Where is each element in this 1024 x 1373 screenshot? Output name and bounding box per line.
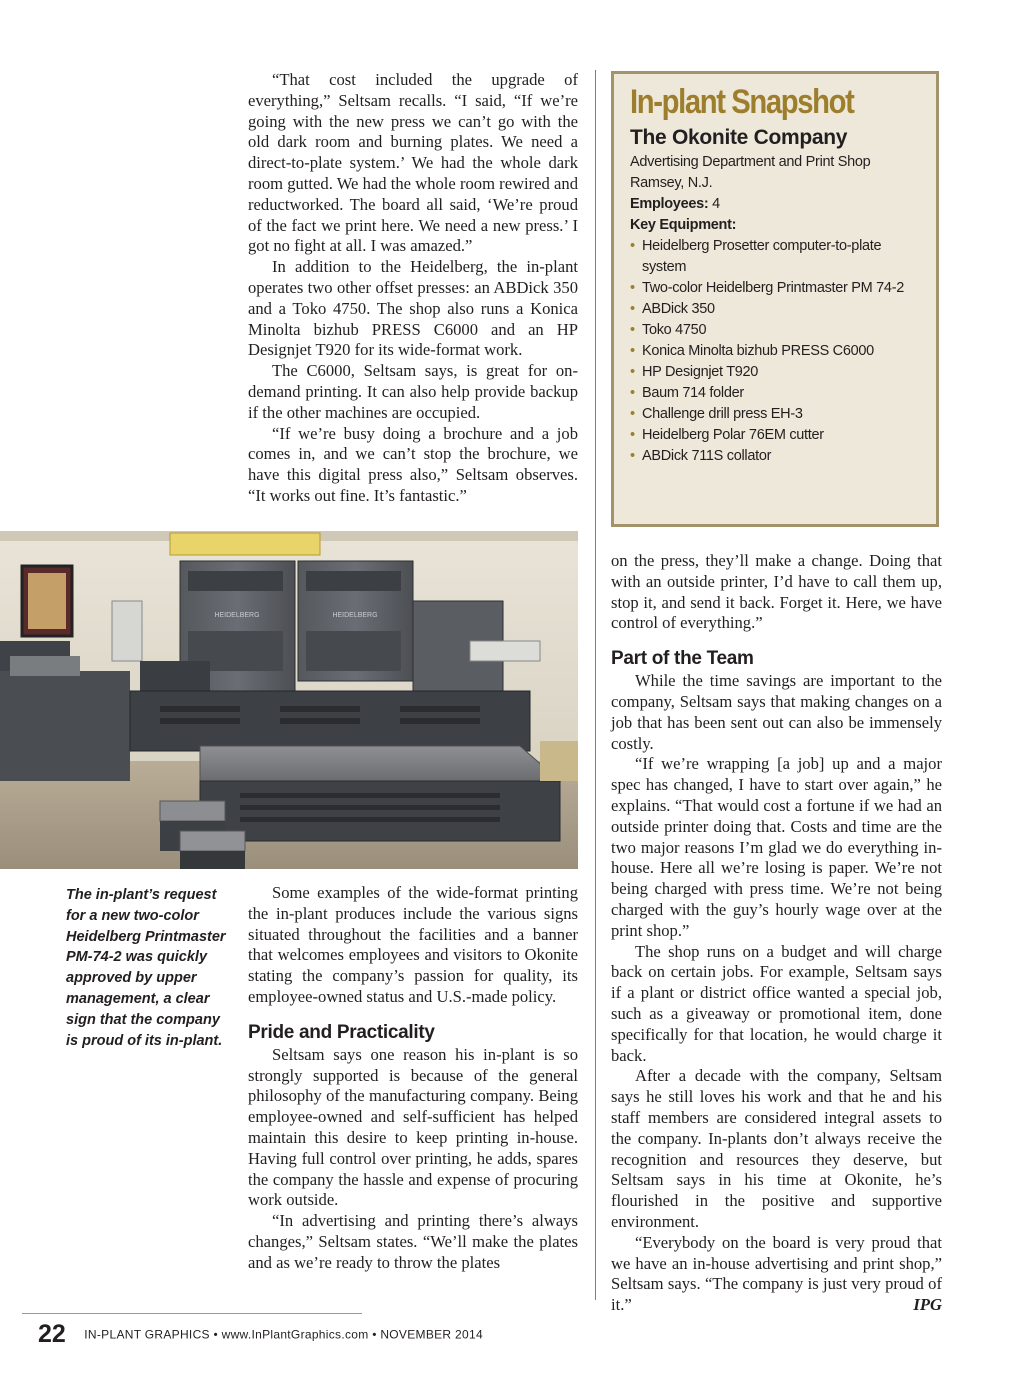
equipment-item: • ABDick 350 [630,299,920,320]
employees-value: 4 [712,196,720,212]
body-paragraph: Some examples of the wide-format printing the in-plant produces include the various signs situated throughout the facilities and a banner that welcomes employees and visitors to Okonite stating the company’s passion for quality, its employee-owned status and U.S.-made policy. [248,883,578,1006]
body-paragraph: While the time savings are important to the company, Seltsam says that making changes on a job that has been sent out can also be immensely costly. [611,671,942,753]
column-divider [595,70,596,1300]
equipment-item: • Heidelberg Polar 76EM cutter [630,425,920,446]
snapshot-department: Advertising Department and Print Shop [630,154,871,170]
body-paragraph: The shop runs on a budget and will charge back on certain jobs. For example, Seltsam says if a plant or district office wanted a special job, such as a giveaway or promotional item, done specifically for that location, he would charge it back. [611,941,942,1065]
snapshot-heading: In-plant Snapshot [630,83,854,121]
article-column-middle-top [248,70,578,507]
press-photo [0,531,578,869]
closing-quote: “Everybody on the board is very proud that we have an in-house advertising and print shop,” Seltsam says. “The company is just very proud of it.” [611,1232,942,1315]
equipment-item: • ABDick 711S collator [630,446,920,467]
signature: IPG [913,1295,942,1315]
article-column-right [611,551,942,1316]
subhead-team: Part of the Team [611,648,754,670]
equipment-item: • Konica Minolta bizhub PRESS C6000 [630,341,920,362]
footer-rule [22,1313,362,1314]
snapshot-company: The Okonite Company [630,126,848,149]
press-illustration [0,531,578,869]
body-paragraph: Seltsam says one reason his in-plant is so strongly supported is because of the general philosophy of the manufacturing company. Being employee-owned and self-sufficient has helped maintain this desire to keep printing in-house. Having full control over printing, he adds, spares the company the hassle and expense of procuring work outside. [248,1044,578,1210]
subhead-pride: Pride and Practicality [248,1021,435,1043]
body-paragraph: on the press, they’ll make a change. Doing that with an outside printer, I’d have to call them up, stop it, and send it back. Forget it. Here, we have control of everything.” [611,551,942,633]
equipment-item: • Challenge drill press EH-3 [630,404,920,425]
body-paragraph: “That cost included the upgrade of everything,” Seltsam recalls. “I said, “If we’re going with the new press we can’t go with the old dark room and burning plates. We need a direct-to-plate system.’ We had the whole dark room gutted. We had the whole room rewired and reductworked. The board all said, ‘We’re proud of the fact we print here. We need a new press.’ I got no fight at all. I was amazed.” [248,70,578,256]
body-paragraph: “If we’re wrapping [a job] up and a major spec has changed, I have to start over again,” he explains. “That would cost a fortune if we had an outside printer doing that. Costs and time are the two major reasons I’m glad we do everything in-house. Here all we’re losing is paper. We’re not being charged with press time. We’re not being charged with the guy’s hourly wage over at the print shop.” [611,754,942,940]
footer-text: IN-PLANT GRAPHICS • www.InPlantGraphics.com • NOVEMBER 2014 [84,1327,483,1342]
press-brand-label: HEIDELBERG [214,612,260,619]
body-paragraph: The C6000, Seltsam says, is great for on-demand printing. It can also help provide backup if the other machines are occupied. [248,361,578,422]
snapshot-location: Ramsey, N.J. [630,175,713,191]
equipment-item: • Baum 714 folder [630,383,920,404]
snapshot-employees [630,194,920,215]
equipment-list [630,236,920,467]
employees-label: Employees: [630,196,709,212]
page-number: 22 [38,1320,66,1348]
equipment-item: • HP Designjet T920 [630,362,920,383]
page-footer [38,1320,483,1349]
body-paragraph: “If we’re busy doing a brochure and a job comes in, and we can’t stop the brochure, we have this digital press also,” Seltsam observes. “It works out fine. It’s fantastic.” [248,423,578,505]
photo-caption: The in-plant’s request for a new two-color Heidelberg Printmaster PM-74-2 was quickly approved by upper management, a clear sign that the company is proud of its in-plant. [66,887,226,1049]
press-brand-label: HEIDELBERG [332,612,378,619]
equipment-item: • Heidelberg Prosetter computer-to-plate system [630,236,920,278]
equipment-label: Key Equipment: [630,217,737,233]
body-paragraph: In addition to the Heidelberg, the in-plant operates two other offset presses: an ABDick 350 and a Toko 4750. The shop also runs a Konica Minolta bizhub PRESS C6000 and an HP Designjet T920 for its wide-format work. [248,257,578,360]
body-paragraph: “In advertising and printing there’s always changes,” Seltsam states. “We’ll make the plates and as we’re ready to throw the plates [248,1211,578,1272]
equipment-item: • Two-color Heidelberg Printmaster PM 74-2 [630,278,920,299]
snapshot-box [611,71,939,527]
body-paragraph: After a decade with the company, Seltsam says he still loves his work and that he and his staff members are considered integral assets to the company. In-plants don’t always receive the recognition and resources they deserve, but Seltsam says in his time at Okonite, he’s flourished in the positive and supportive environment. [611,1066,942,1231]
body-paragraph [611,1233,942,1316]
article-column-middle-bottom [248,883,578,1274]
equipment-item: • Toko 4750 [630,320,920,341]
